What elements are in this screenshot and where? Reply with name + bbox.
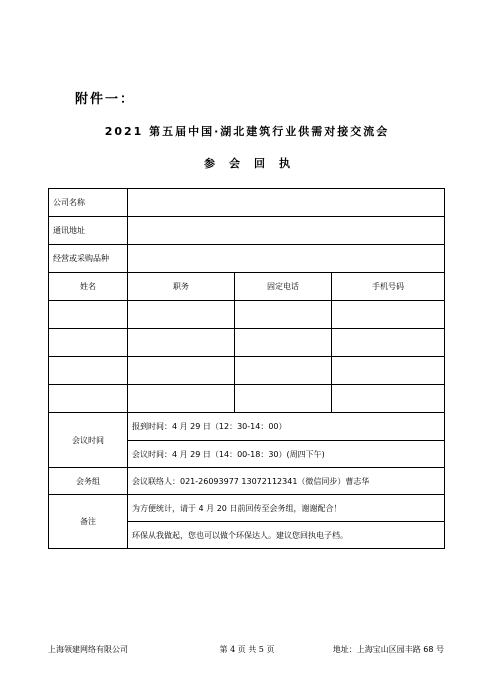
mobile-cell[interactable] [332, 357, 445, 385]
name-cell[interactable] [49, 385, 128, 413]
contact-row [49, 329, 445, 357]
header-landline: 固定电话 [235, 273, 332, 301]
notes-row [49, 495, 445, 522]
landline-cell[interactable] [235, 329, 332, 357]
address-label: 通讯地址 [49, 217, 128, 245]
address-row [49, 217, 445, 245]
company-field[interactable] [128, 189, 445, 217]
products-row [49, 245, 445, 273]
landline-cell[interactable] [235, 357, 332, 385]
footer-page-number: 第 4 页 共 5 页 [219, 645, 275, 654]
mobile-cell[interactable] [332, 301, 445, 329]
header-mobile: 手机号码 [332, 273, 445, 301]
notes-label: 备注 [49, 495, 128, 549]
contact-row [49, 385, 445, 413]
landline-cell[interactable] [235, 301, 332, 329]
attachment-title: 附件一： [75, 92, 136, 107]
sub-title: 参会回执 [204, 157, 304, 170]
note-1-text: 为方便统计，请于 4 月 20 日前回传至会务组，谢谢配合！ [128, 495, 445, 522]
mobile-cell[interactable] [332, 385, 445, 413]
landline-cell[interactable] [235, 385, 332, 413]
meeting-time-label: 会议时间 [49, 413, 128, 468]
meeting-time-text: 会议时间：4 月 29 日（14：00-18：30）(周四下午) [128, 441, 445, 468]
name-cell[interactable] [49, 357, 128, 385]
position-cell[interactable] [128, 301, 235, 329]
company-label: 公司名称 [49, 189, 128, 217]
products-field[interactable] [128, 245, 445, 273]
secretariat-row [49, 468, 445, 495]
contact-row [49, 357, 445, 385]
meeting-time-row [49, 413, 445, 441]
company-row [49, 189, 445, 217]
main-title: 2021 第五届中国·湖北建筑行业供需对接交流会 [104, 125, 390, 138]
registration-form-table [48, 188, 445, 549]
footer-address: 地址：上海宝山区园丰路 68 号 [332, 645, 444, 654]
name-cell[interactable] [49, 301, 128, 329]
secretariat-contact-text: 会议联络人：021-26093977 13072112341（微信同步）曹志华 [128, 468, 445, 495]
note-2-text: 环保从我做起，您也可以做个环保达人。建议您回执电子档。 [128, 522, 445, 549]
address-field[interactable] [128, 217, 445, 245]
mobile-cell[interactable] [332, 329, 445, 357]
position-cell[interactable] [128, 329, 235, 357]
secretariat-label: 会务组 [49, 468, 128, 495]
footer-company: 上海领建网络有限公司 [48, 645, 128, 654]
contact-header-row [49, 273, 445, 301]
position-cell[interactable] [128, 357, 235, 385]
header-position: 职务 [128, 273, 235, 301]
contact-row [49, 301, 445, 329]
header-name: 姓名 [49, 273, 128, 301]
position-cell[interactable] [128, 385, 235, 413]
checkin-time-text: 报到时间：4 月 29 日（12：30-14：00） [128, 413, 445, 441]
name-cell[interactable] [49, 329, 128, 357]
products-label: 经营或采购品种 [49, 245, 128, 273]
